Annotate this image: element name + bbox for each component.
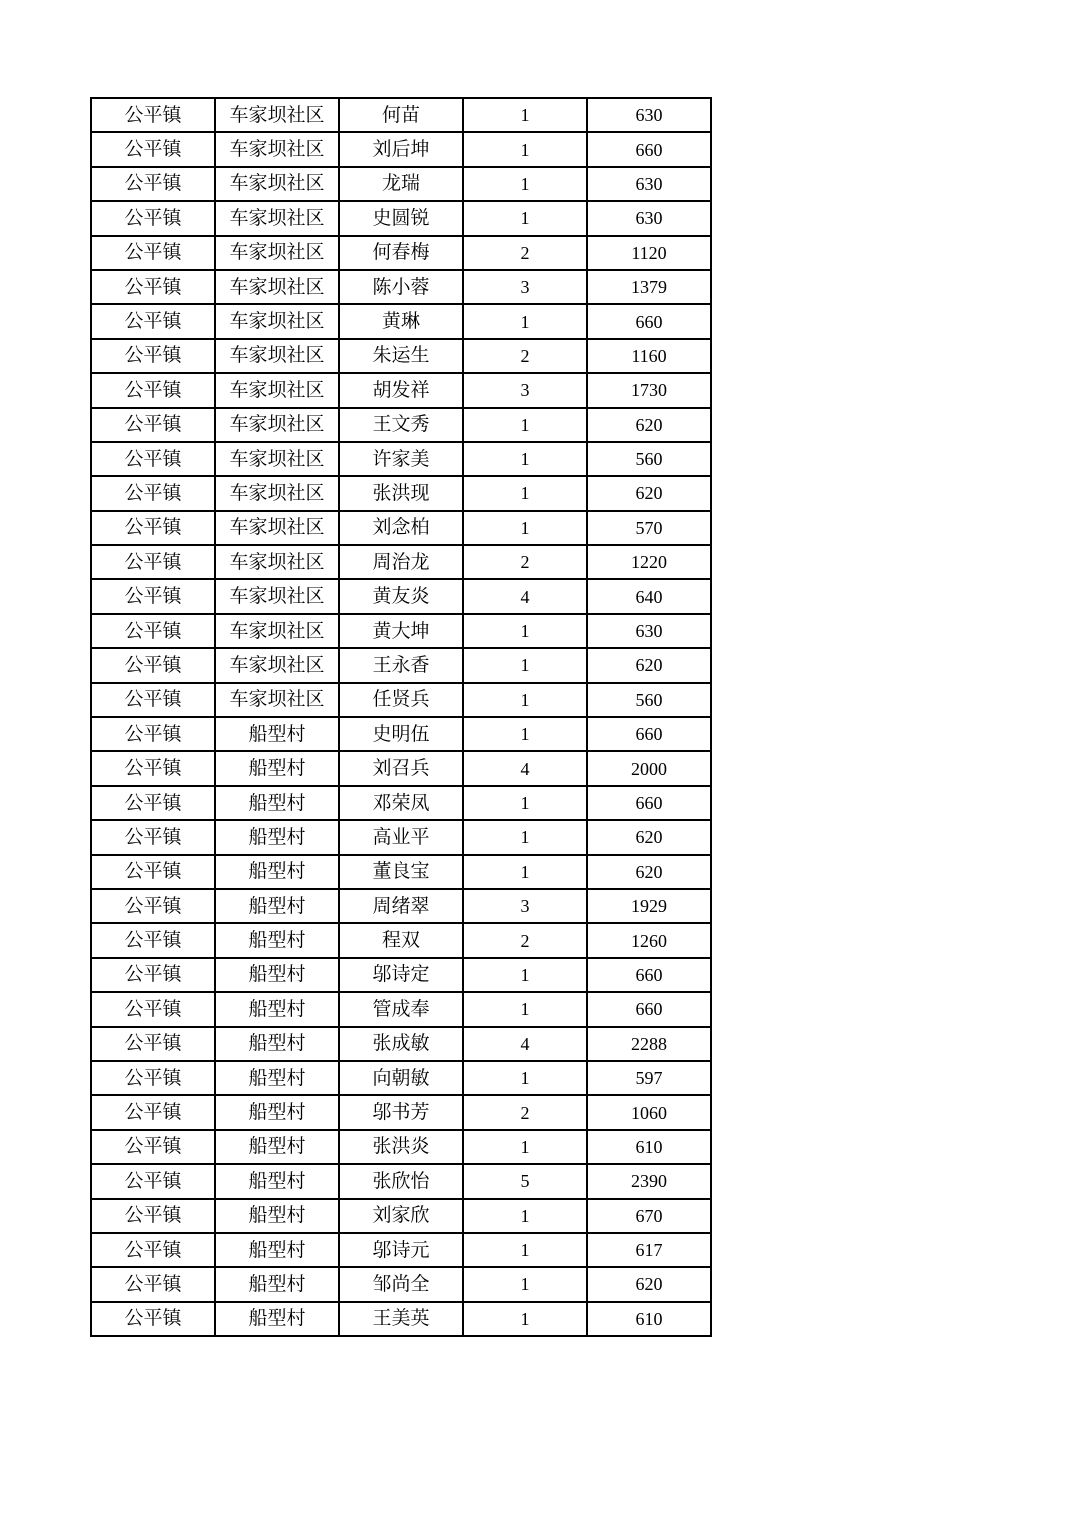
count-cell: 1 [463, 1302, 587, 1336]
count-cell: 3 [463, 270, 587, 304]
town-cell: 公平镇 [91, 923, 215, 957]
town-cell: 公平镇 [91, 1199, 215, 1233]
count-cell: 1 [463, 1061, 587, 1095]
count-cell: 1 [463, 1130, 587, 1164]
count-cell: 1 [463, 511, 587, 545]
town-cell: 公平镇 [91, 1233, 215, 1267]
town-cell: 公平镇 [91, 132, 215, 166]
name-cell: 史圆锐 [339, 201, 463, 235]
village-cell: 车家坝社区 [215, 442, 339, 476]
table-row [91, 1233, 711, 1267]
table-row [91, 511, 711, 545]
amount-cell: 660 [587, 992, 711, 1026]
table-row [91, 1164, 711, 1198]
amount-cell: 2390 [587, 1164, 711, 1198]
count-cell: 1 [463, 958, 587, 992]
name-cell: 黄琳 [339, 304, 463, 338]
table-row [91, 201, 711, 235]
town-cell: 公平镇 [91, 855, 215, 889]
village-cell: 车家坝社区 [215, 339, 339, 373]
data-table [90, 97, 712, 1337]
table-row [91, 717, 711, 751]
count-cell: 4 [463, 1027, 587, 1061]
village-cell: 船型村 [215, 1027, 339, 1061]
name-cell: 王文秀 [339, 408, 463, 442]
table-row [91, 614, 711, 648]
village-cell: 车家坝社区 [215, 408, 339, 442]
town-cell: 公平镇 [91, 304, 215, 338]
name-cell: 许家美 [339, 442, 463, 476]
village-cell: 船型村 [215, 1130, 339, 1164]
amount-cell: 610 [587, 1302, 711, 1336]
name-cell: 董良宝 [339, 855, 463, 889]
count-cell: 1 [463, 820, 587, 854]
table-row [91, 889, 711, 923]
count-cell: 1 [463, 855, 587, 889]
town-cell: 公平镇 [91, 717, 215, 751]
amount-cell: 620 [587, 476, 711, 510]
name-cell: 管成奉 [339, 992, 463, 1026]
count-cell: 3 [463, 889, 587, 923]
village-cell: 车家坝社区 [215, 614, 339, 648]
village-cell: 船型村 [215, 889, 339, 923]
table-row [91, 132, 711, 166]
village-cell: 车家坝社区 [215, 476, 339, 510]
name-cell: 邬诗定 [339, 958, 463, 992]
town-cell: 公平镇 [91, 442, 215, 476]
name-cell: 陈小蓉 [339, 270, 463, 304]
village-cell: 船型村 [215, 958, 339, 992]
village-cell: 车家坝社区 [215, 579, 339, 613]
amount-cell: 2288 [587, 1027, 711, 1061]
amount-cell: 560 [587, 442, 711, 476]
village-cell: 车家坝社区 [215, 373, 339, 407]
village-cell: 船型村 [215, 1267, 339, 1301]
count-cell: 2 [463, 1095, 587, 1129]
town-cell: 公平镇 [91, 751, 215, 785]
town-cell: 公平镇 [91, 373, 215, 407]
name-cell: 邬诗元 [339, 1233, 463, 1267]
amount-cell: 620 [587, 408, 711, 442]
town-cell: 公平镇 [91, 236, 215, 270]
name-cell: 刘后坤 [339, 132, 463, 166]
name-cell: 程双 [339, 923, 463, 957]
amount-cell: 617 [587, 1233, 711, 1267]
amount-cell: 1160 [587, 339, 711, 373]
town-cell: 公平镇 [91, 1061, 215, 1095]
count-cell: 2 [463, 923, 587, 957]
town-cell: 公平镇 [91, 1164, 215, 1198]
amount-cell: 660 [587, 717, 711, 751]
amount-cell: 1929 [587, 889, 711, 923]
village-cell: 车家坝社区 [215, 167, 339, 201]
amount-cell: 570 [587, 511, 711, 545]
name-cell: 刘念柏 [339, 511, 463, 545]
town-cell: 公平镇 [91, 1027, 215, 1061]
name-cell: 向朝敏 [339, 1061, 463, 1095]
town-cell: 公平镇 [91, 1302, 215, 1336]
name-cell: 周绪翠 [339, 889, 463, 923]
table-row [91, 992, 711, 1026]
count-cell: 1 [463, 1199, 587, 1233]
table-row [91, 1267, 711, 1301]
count-cell: 1 [463, 683, 587, 717]
town-cell: 公平镇 [91, 1130, 215, 1164]
table-row [91, 1061, 711, 1095]
table-row [91, 820, 711, 854]
count-cell: 2 [463, 236, 587, 270]
count-cell: 1 [463, 992, 587, 1026]
amount-cell: 630 [587, 614, 711, 648]
table-row [91, 1095, 711, 1129]
town-cell: 公平镇 [91, 201, 215, 235]
village-cell: 船型村 [215, 820, 339, 854]
amount-cell: 620 [587, 1267, 711, 1301]
village-cell: 船型村 [215, 717, 339, 751]
table-row [91, 476, 711, 510]
village-cell: 车家坝社区 [215, 201, 339, 235]
count-cell: 1 [463, 786, 587, 820]
count-cell: 2 [463, 339, 587, 373]
amount-cell: 1060 [587, 1095, 711, 1129]
name-cell: 邓荣凤 [339, 786, 463, 820]
table-row [91, 339, 711, 373]
name-cell: 邹尚全 [339, 1267, 463, 1301]
town-cell: 公平镇 [91, 167, 215, 201]
name-cell: 何春梅 [339, 236, 463, 270]
amount-cell: 630 [587, 201, 711, 235]
table-row [91, 167, 711, 201]
town-cell: 公平镇 [91, 98, 215, 132]
town-cell: 公平镇 [91, 958, 215, 992]
name-cell: 王永香 [339, 648, 463, 682]
table-row [91, 304, 711, 338]
amount-cell: 1730 [587, 373, 711, 407]
amount-cell: 640 [587, 579, 711, 613]
table-row [91, 958, 711, 992]
table-row [91, 855, 711, 889]
town-cell: 公平镇 [91, 476, 215, 510]
town-cell: 公平镇 [91, 339, 215, 373]
table-row [91, 98, 711, 132]
amount-cell: 597 [587, 1061, 711, 1095]
count-cell: 1 [463, 717, 587, 751]
village-cell: 车家坝社区 [215, 98, 339, 132]
amount-cell: 1220 [587, 545, 711, 579]
town-cell: 公平镇 [91, 511, 215, 545]
count-cell: 1 [463, 98, 587, 132]
amount-cell: 630 [587, 167, 711, 201]
village-cell: 车家坝社区 [215, 304, 339, 338]
village-cell: 船型村 [215, 1061, 339, 1095]
town-cell: 公平镇 [91, 786, 215, 820]
name-cell: 张欣怡 [339, 1164, 463, 1198]
village-cell: 车家坝社区 [215, 132, 339, 166]
count-cell: 1 [463, 614, 587, 648]
table-row [91, 579, 711, 613]
town-cell: 公平镇 [91, 614, 215, 648]
name-cell: 张洪炎 [339, 1130, 463, 1164]
name-cell: 黄友炎 [339, 579, 463, 613]
count-cell: 1 [463, 408, 587, 442]
count-cell: 1 [463, 1233, 587, 1267]
name-cell: 胡发祥 [339, 373, 463, 407]
count-cell: 1 [463, 167, 587, 201]
village-cell: 船型村 [215, 923, 339, 957]
name-cell: 王美英 [339, 1302, 463, 1336]
town-cell: 公平镇 [91, 820, 215, 854]
count-cell: 2 [463, 545, 587, 579]
count-cell: 1 [463, 201, 587, 235]
village-cell: 车家坝社区 [215, 236, 339, 270]
name-cell: 史明伍 [339, 717, 463, 751]
table-body [91, 98, 711, 1336]
town-cell: 公平镇 [91, 270, 215, 304]
name-cell: 黄大坤 [339, 614, 463, 648]
village-cell: 车家坝社区 [215, 683, 339, 717]
count-cell: 1 [463, 476, 587, 510]
name-cell: 高业平 [339, 820, 463, 854]
table-row [91, 545, 711, 579]
name-cell: 任贤兵 [339, 683, 463, 717]
town-cell: 公平镇 [91, 683, 215, 717]
table-row [91, 786, 711, 820]
table-row [91, 923, 711, 957]
amount-cell: 660 [587, 132, 711, 166]
table-row [91, 683, 711, 717]
village-cell: 车家坝社区 [215, 270, 339, 304]
name-cell: 朱运生 [339, 339, 463, 373]
name-cell: 刘家欣 [339, 1199, 463, 1233]
amount-cell: 560 [587, 683, 711, 717]
town-cell: 公平镇 [91, 408, 215, 442]
town-cell: 公平镇 [91, 545, 215, 579]
name-cell: 刘召兵 [339, 751, 463, 785]
name-cell: 张成敏 [339, 1027, 463, 1061]
village-cell: 船型村 [215, 786, 339, 820]
village-cell: 车家坝社区 [215, 545, 339, 579]
name-cell: 何苗 [339, 98, 463, 132]
amount-cell: 620 [587, 855, 711, 889]
table-row [91, 1302, 711, 1336]
amount-cell: 2000 [587, 751, 711, 785]
town-cell: 公平镇 [91, 1267, 215, 1301]
amount-cell: 630 [587, 98, 711, 132]
table-row [91, 1027, 711, 1061]
count-cell: 1 [463, 648, 587, 682]
table-row [91, 270, 711, 304]
village-cell: 船型村 [215, 1095, 339, 1129]
count-cell: 1 [463, 442, 587, 476]
amount-cell: 660 [587, 958, 711, 992]
count-cell: 1 [463, 1267, 587, 1301]
town-cell: 公平镇 [91, 1095, 215, 1129]
table-row [91, 648, 711, 682]
table-row [91, 751, 711, 785]
amount-cell: 610 [587, 1130, 711, 1164]
amount-cell: 620 [587, 820, 711, 854]
amount-cell: 1260 [587, 923, 711, 957]
village-cell: 车家坝社区 [215, 648, 339, 682]
count-cell: 4 [463, 751, 587, 785]
name-cell: 邬书芳 [339, 1095, 463, 1129]
village-cell: 船型村 [215, 751, 339, 785]
name-cell: 龙瑞 [339, 167, 463, 201]
amount-cell: 620 [587, 648, 711, 682]
name-cell: 张洪现 [339, 476, 463, 510]
amount-cell: 660 [587, 786, 711, 820]
table-row [91, 236, 711, 270]
village-cell: 车家坝社区 [215, 511, 339, 545]
village-cell: 船型村 [215, 992, 339, 1026]
town-cell: 公平镇 [91, 889, 215, 923]
amount-cell: 1120 [587, 236, 711, 270]
village-cell: 船型村 [215, 1199, 339, 1233]
town-cell: 公平镇 [91, 648, 215, 682]
table-row [91, 408, 711, 442]
count-cell: 1 [463, 132, 587, 166]
table-row [91, 373, 711, 407]
name-cell: 周治龙 [339, 545, 463, 579]
table-row [91, 1130, 711, 1164]
village-cell: 船型村 [215, 1233, 339, 1267]
count-cell: 4 [463, 579, 587, 613]
village-cell: 船型村 [215, 1164, 339, 1198]
town-cell: 公平镇 [91, 992, 215, 1026]
village-cell: 船型村 [215, 855, 339, 889]
amount-cell: 1379 [587, 270, 711, 304]
amount-cell: 660 [587, 304, 711, 338]
table-row [91, 1199, 711, 1233]
count-cell: 5 [463, 1164, 587, 1198]
count-cell: 1 [463, 304, 587, 338]
count-cell: 3 [463, 373, 587, 407]
town-cell: 公平镇 [91, 579, 215, 613]
table-row [91, 442, 711, 476]
amount-cell: 670 [587, 1199, 711, 1233]
village-cell: 船型村 [215, 1302, 339, 1336]
